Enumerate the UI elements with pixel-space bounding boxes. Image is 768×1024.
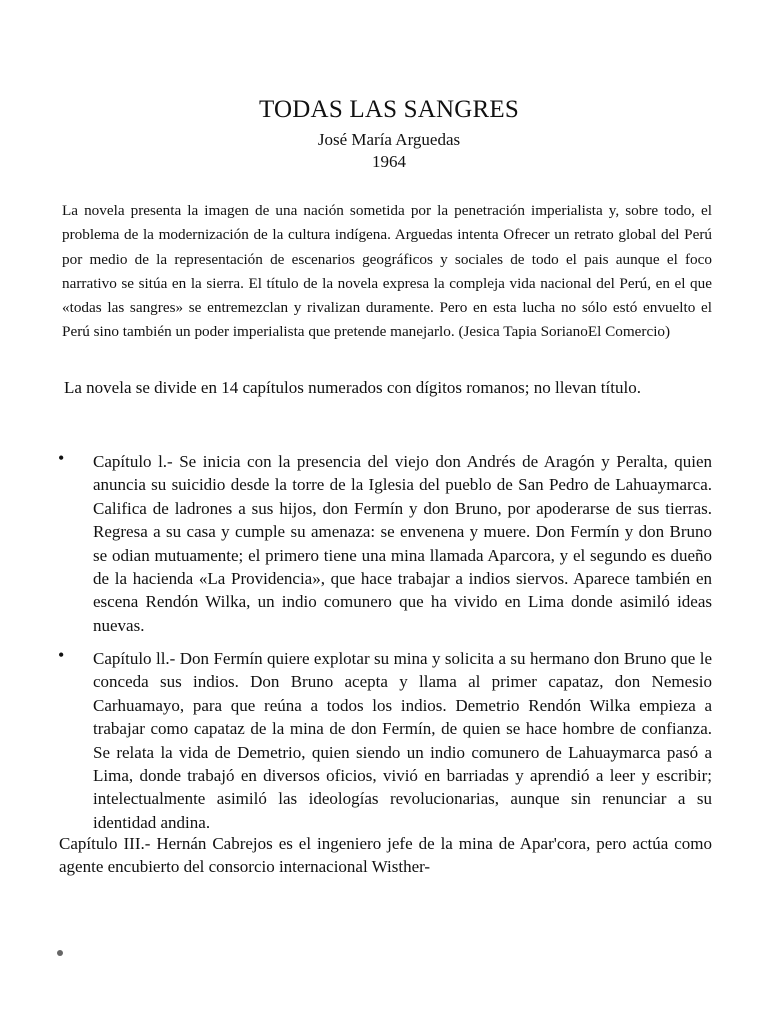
summary-paragraph: La novela presenta la imagen de una nación sometida por la penetración imperialista y, sobre todo, el problema de la modernización de la cultura indígena. Arguedas intenta Ofrecer un retrato global del Perú por medio de la representación de escenarios geográficos y sociales de todo el pais aunque el foco narrativo se sitúa en la sierra. El título de la novela expresa la compleja vida nacional del Perú, en el que «todas las sangres» se entremezclan y rivalizan duramente. Pero en esta lucha no sólo estó envuelto el Perú sino también un poder imperialista que pretende manejarlo. (Jesica Tapia SorianoEl Comercio) (62, 202, 712, 341)
chapter-division-note: La novela se divide en 14 capítulos numerados con dígitos romanos; no llevan título. (64, 378, 641, 397)
chapter-3-paragraph: Capítulo III.- Hernán Cabrejos es el ingeniero jefe de la mina de Apar'cora, pero actúa como agente encubierto del consorcio internacional Wisther- (59, 834, 712, 877)
document-title: TODAS LAS SANGRES (259, 96, 519, 123)
stray-dot-mark (57, 950, 63, 956)
author-name: José María Arguedas (317, 130, 461, 149)
bullet-icon: • (58, 448, 65, 468)
bullet-icon: • (58, 645, 65, 665)
chapter-2-paragraph: Capítulo ll.- Don Fermín quiere explotar su mina y solicita a su hermano don Bruno que le conceda sus indios. Don Bruno acepta y llama al primer capataz, don Nemesio Carhuamayo, para que reúna a todos los indios. Demetrio Rendón Wilka empieza a trabajar como capataz de la mina de don Fermín, de quien se hace hombre de confianza. Se relata la vida de Demetrio, quien siendo un indio comunero de Lahuaymarca pasó a Lima, donde trabajó en diversos oficios, vivió en barriadas y aprendió a leer y escribir; intelectualmente asimiló las ideologías revolucionarias, aunque sin renunciar a su identidad andina. (93, 649, 712, 832)
chapter-1-paragraph: Capítulo l.- Se inicia con la presencia del viejo don Andrés de Aragón y Peralta, quien anuncia su suicidio desde la torre de la Iglesia del pueblo de San Pedro de Lahuaymarca. Califica de ladrones a sus hijos, don Fermín y don Bruno, por apoderarse de sus tierras. Regresa a su casa y cumple su amenaza: se envenena y muere. Don Fermín y don Bruno se odian mutuamente; el primero tiene una mina llamada Aparcora, y el segundo es dueño de la hacienda «La Providencia», que hace trabajar a indios siervos. Aparece también en escena Rendón Wilka, un indio comunero que ha vivido en Lima donde asimiló ideas nuevas. (93, 452, 712, 635)
publication-year: 1964 (372, 152, 406, 171)
